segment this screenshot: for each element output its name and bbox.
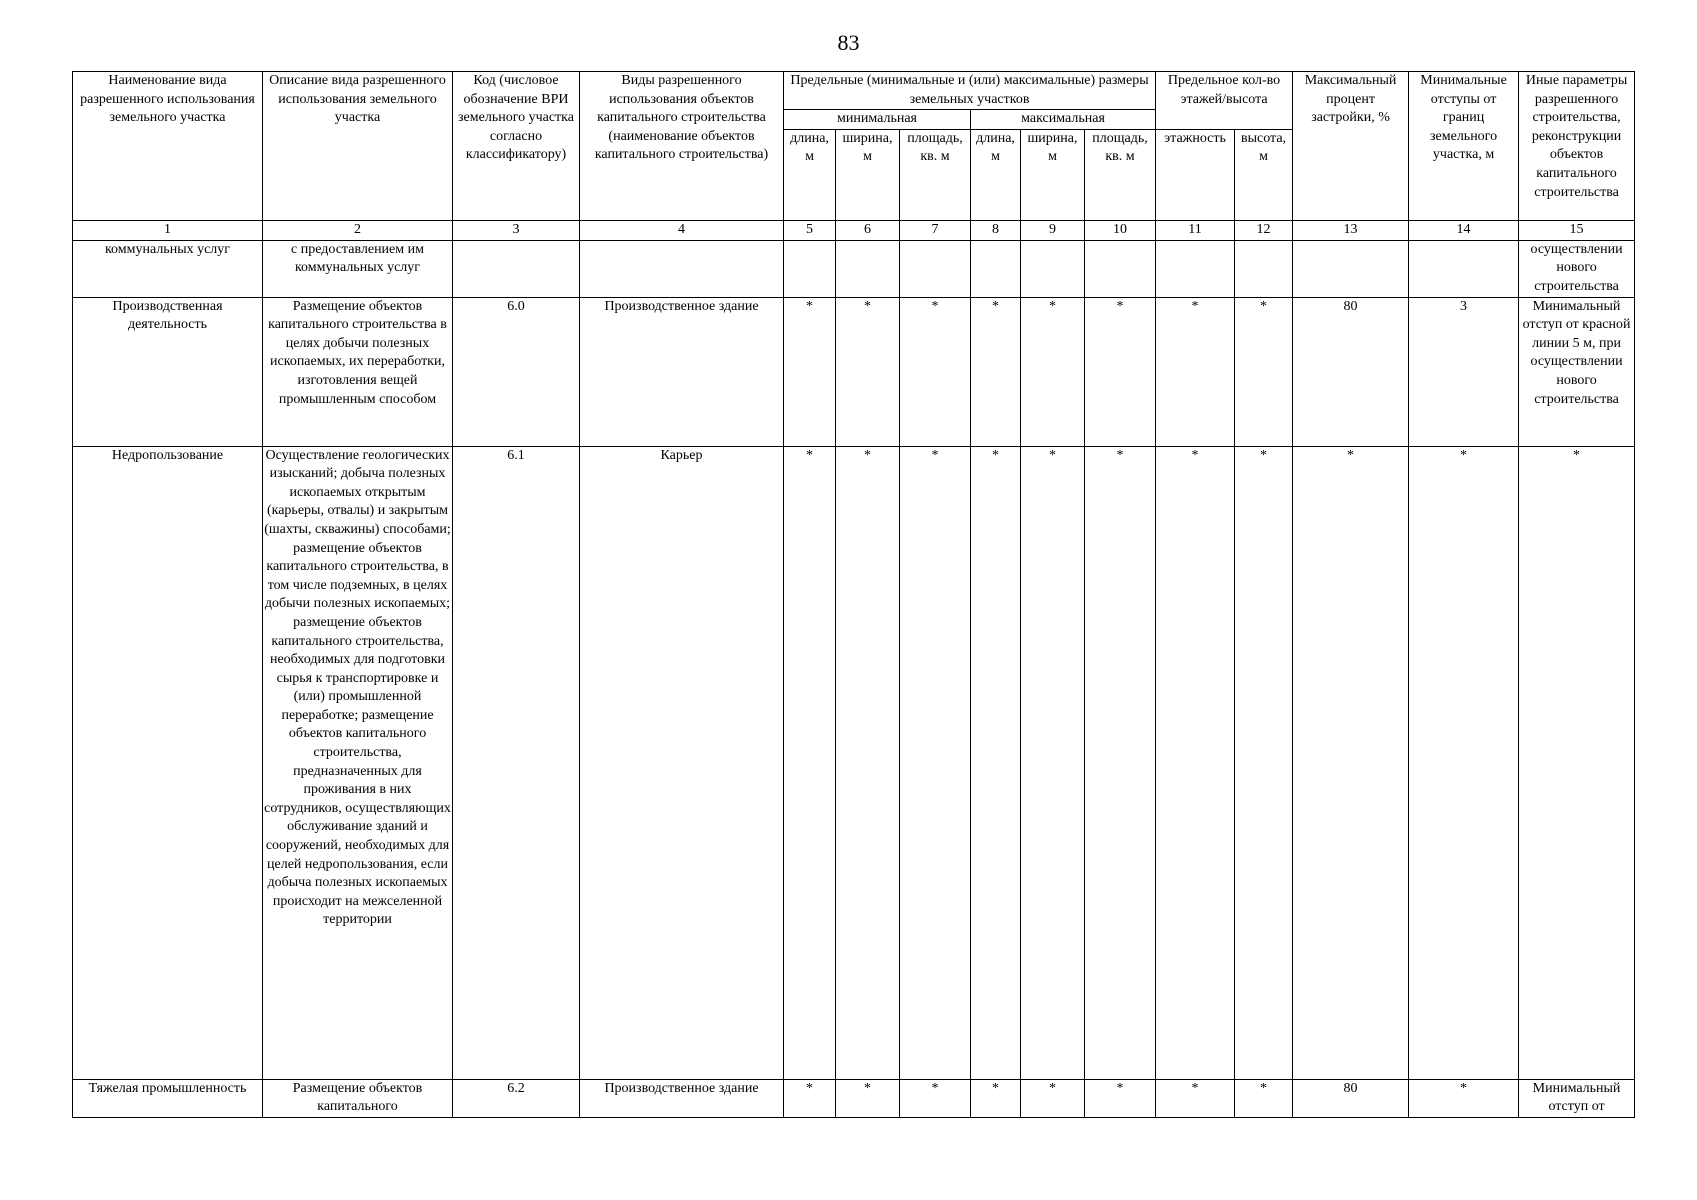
header-other-parameters: Иные параметры разрешенного строительства, реконструкции объектов капитального строительства <box>1519 72 1635 221</box>
height: * <box>1235 446 1293 1079</box>
max-length: * <box>971 446 1021 1079</box>
header-max-width: ширина, м <box>1021 129 1085 220</box>
max-width <box>1021 240 1085 297</box>
max-coverage: 80 <box>1293 297 1409 446</box>
table-row <box>73 1079 1635 1117</box>
max-coverage: * <box>1293 446 1409 1079</box>
column-number: 5 <box>784 220 836 240</box>
construction-type: Карьер <box>580 446 784 1079</box>
use-name: Производственная деятельность <box>73 297 263 446</box>
max-length <box>971 240 1021 297</box>
header-min-length: длина, м <box>784 129 836 220</box>
floors: * <box>1156 446 1235 1079</box>
min-width: * <box>836 297 900 446</box>
height <box>1235 240 1293 297</box>
max-width: * <box>1021 1079 1085 1117</box>
max-area: * <box>1085 446 1156 1079</box>
column-number: 8 <box>971 220 1021 240</box>
min-setback <box>1409 240 1519 297</box>
column-number: 15 <box>1519 220 1635 240</box>
max-width: * <box>1021 297 1085 446</box>
min-setback: * <box>1409 1079 1519 1117</box>
max-area: * <box>1085 1079 1156 1117</box>
table-row <box>73 446 1635 1079</box>
min-area: * <box>900 1079 971 1117</box>
min-area <box>900 240 971 297</box>
header-floors-height: Предельное кол-во этажей/высота <box>1156 72 1293 130</box>
header-use-description: Описание вида разрешенного использования земельного участка <box>263 72 453 221</box>
header-code: Код (числовое обозначение ВРИ земельного участка согласно классификатору) <box>453 72 580 221</box>
column-number: 9 <box>1021 220 1085 240</box>
use-code: 6.0 <box>453 297 580 446</box>
page-number: 83 <box>837 30 860 55</box>
use-name: Недропользование <box>73 446 263 1079</box>
other-parameters: Минимальный отступ от <box>1519 1079 1635 1117</box>
header-maximal: максимальная <box>971 110 1156 130</box>
column-number: 1 <box>73 220 263 240</box>
construction-type: Производственное здание <box>580 1079 784 1117</box>
header-max-coverage: Максимальный процент застройки, % <box>1293 72 1409 221</box>
column-number: 13 <box>1293 220 1409 240</box>
use-code: 6.2 <box>453 1079 580 1117</box>
column-number: 11 <box>1156 220 1235 240</box>
floors: * <box>1156 1079 1235 1117</box>
use-name: коммунальных услуг <box>73 240 263 297</box>
other-parameters: Минимальный отступ от красной линии 5 м, при осуществлении нового строительства <box>1519 297 1635 446</box>
other-parameters: осуществлении нового строительства <box>1519 240 1635 297</box>
use-description: с предоставлением им коммунальных услуг <box>263 240 453 297</box>
min-length <box>784 240 836 297</box>
min-setback: 3 <box>1409 297 1519 446</box>
floors: * <box>1156 297 1235 446</box>
header-min-width: ширина, м <box>836 129 900 220</box>
min-length: * <box>784 1079 836 1117</box>
max-length: * <box>971 297 1021 446</box>
use-description: Осуществление геологических изысканий; добыча полезных ископаемых открытым (карьеры, отвалы) и закрытым (шахты, скважины) способами; размещение объектов капитального строительства, в том числе подземных, в целях добычи полезных ископаемых; размещение объектов капитального строительства, необходимых для подготовки сырья к транспортировке и (или) промышленной переработке; размещение объектов капитального строительства, предназначенных для проживания в них сотрудников, осуществляющих обслуживание зданий и сооружений, необходимых для целей недропользования, если добыча полезных ископаемых происходит на межселенной территории <box>263 446 453 1079</box>
column-number: 6 <box>836 220 900 240</box>
column-number: 7 <box>900 220 971 240</box>
header-max-length: длина, м <box>971 129 1021 220</box>
zoning-parameters-table <box>72 71 1635 1118</box>
floors <box>1156 240 1235 297</box>
header-min-setbacks: Минимальные отступы от границ земельного участка, м <box>1409 72 1519 221</box>
construction-type: Производственное здание <box>580 297 784 446</box>
table-row <box>73 240 1635 297</box>
construction-type <box>580 240 784 297</box>
min-setback: * <box>1409 446 1519 1079</box>
column-number: 4 <box>580 220 784 240</box>
min-width <box>836 240 900 297</box>
column-number: 12 <box>1235 220 1293 240</box>
max-coverage <box>1293 240 1409 297</box>
column-number: 3 <box>453 220 580 240</box>
header-floors: этажность <box>1156 129 1235 220</box>
max-area: * <box>1085 297 1156 446</box>
header-use-name: Наименование вида разрешенного использования земельного участка <box>73 72 263 221</box>
column-number: 10 <box>1085 220 1156 240</box>
column-number: 2 <box>263 220 453 240</box>
height: * <box>1235 1079 1293 1117</box>
min-length: * <box>784 446 836 1079</box>
use-description: Размещение объектов капитального строительства в целях добычи полезных ископаемых, их переработки, изготовления вещей промышленным способом <box>263 297 453 446</box>
header-minimal: минимальная <box>784 110 971 130</box>
header-height: высота, м <box>1235 129 1293 220</box>
other-parameters: * <box>1519 446 1635 1079</box>
use-name: Тяжелая промышленность <box>73 1079 263 1117</box>
header-max-area: площадь, кв. м <box>1085 129 1156 220</box>
column-number: 14 <box>1409 220 1519 240</box>
header-min-area: площадь, кв. м <box>900 129 971 220</box>
max-width: * <box>1021 446 1085 1079</box>
max-coverage: 80 <box>1293 1079 1409 1117</box>
min-width: * <box>836 446 900 1079</box>
height: * <box>1235 297 1293 446</box>
header-plot-sizes: Предельные (минимальные и (или) максимальные) размеры земельных участков <box>784 72 1156 110</box>
min-area: * <box>900 446 971 1079</box>
column-number-row <box>73 220 1635 240</box>
max-area <box>1085 240 1156 297</box>
min-width: * <box>836 1079 900 1117</box>
min-area: * <box>900 297 971 446</box>
max-length: * <box>971 1079 1021 1117</box>
use-code: 6.1 <box>453 446 580 1079</box>
use-code <box>453 240 580 297</box>
min-length: * <box>784 297 836 446</box>
header-construction-types: Виды разрешенного использования объектов капитального строительства (наименование объектов капитального строительства) <box>580 72 784 221</box>
table-row <box>73 297 1635 446</box>
use-description: Размещение объектов капитального <box>263 1079 453 1117</box>
